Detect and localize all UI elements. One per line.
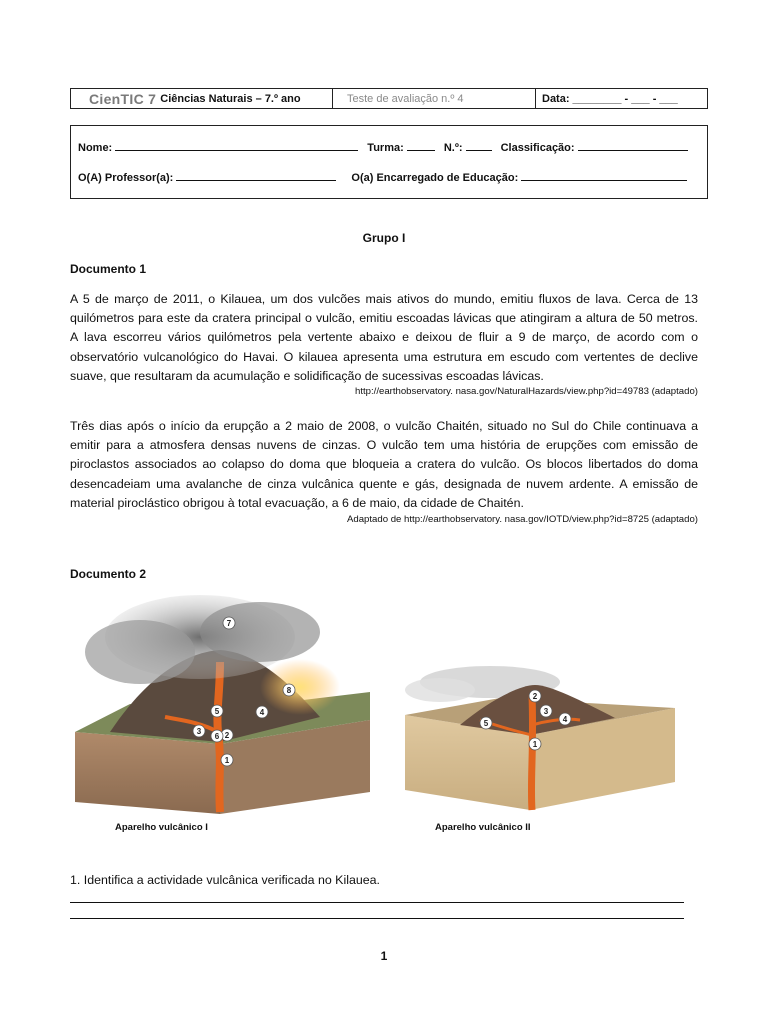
volcano-2-label-3: 3 bbox=[543, 707, 549, 716]
group-title: Grupo I bbox=[362, 231, 406, 245]
document1-paragraph-1: A 5 de março de 2011, o Kilauea, um dos vulcões mais ativos do mundo, emitiu fluxos de lava. Cerca de 13 quilómetros para este da cratera principal o vulcão, emitiu escoadas lávicas que atingiram a altura de 50 metros. A lava escorreu vários quilómetros pela vertente abaixo e deixou de fluir a 9 de março, de acordo com o observatório vulcanológico do Havai. O kilauea apresenta uma estrutura em escudo com vertentes de declive suave, que resultaram da acumulação e solidificação de sucessivas escoadas lávicas. bbox=[70, 292, 698, 383]
volcano-1-extra-labels bbox=[70, 592, 375, 820]
volcano-1-label-6: 6 bbox=[214, 732, 220, 741]
volcano-2-label-4: 4 bbox=[562, 715, 568, 724]
volcano-1-label-3: 3 bbox=[196, 727, 202, 736]
brand-name: CienTIC 7 bbox=[89, 90, 157, 107]
info-row-2 bbox=[78, 171, 693, 184]
header-table bbox=[70, 88, 708, 109]
volcano-1-label-2: 2 bbox=[224, 731, 230, 740]
volcano-2-smoke-left bbox=[405, 678, 475, 702]
volcano-1-label-7: 7 bbox=[226, 619, 232, 628]
teacher-field[interactable] bbox=[176, 171, 336, 181]
question-1: 1. Identifica a actividade vulcânica verificada no Kilauea. bbox=[70, 873, 380, 887]
document1-title: Documento 1 bbox=[70, 262, 147, 276]
volcano-2-diagram bbox=[400, 660, 680, 820]
info-row-1 bbox=[78, 141, 694, 154]
volcano-1-label-8: 8 bbox=[286, 686, 292, 695]
class-field[interactable] bbox=[407, 141, 435, 151]
guardian-field[interactable] bbox=[521, 171, 687, 181]
volcano-1-label-1: 1 bbox=[224, 756, 230, 765]
number-label: N.º: bbox=[443, 142, 463, 154]
volcano-2-label-5: 5 bbox=[483, 719, 489, 728]
page-number: 1 bbox=[380, 949, 388, 963]
answer-line-1[interactable] bbox=[70, 902, 684, 903]
volcano-1-label-5: 5 bbox=[214, 707, 220, 716]
volcano-2-conduit bbox=[531, 695, 532, 810]
volcano-2-caption: Aparelho vulcânico II bbox=[435, 822, 531, 833]
name-label: Nome: bbox=[78, 142, 113, 154]
document1-paragraph-2: Três dias após o início da erupção a 2 maio de 2008, o vulcão Chaitén, situado no Sul do Chile continuava a emitir para a atmosfera densas nuvens de cinzas. O vulcão tem uma história de erupções com emissão de piroclastos associados ao colapso do doma que bloqueia a cratera do vulcão. Os blocos libertados do doma desencadeiam uma avalanche de cinza vulcânica quente e gás, designada de nuvem ardente. A emissão de material piroclástico obrigou à total evacuação, a 6 de maio, da cidade de Chaitén. bbox=[70, 419, 698, 510]
grade-field[interactable] bbox=[578, 141, 688, 151]
number-field[interactable] bbox=[466, 141, 492, 151]
name-field[interactable] bbox=[115, 141, 358, 151]
test-number: Teste de avaliação n.º 4 bbox=[333, 89, 536, 108]
volcano-2-label-2: 2 bbox=[532, 692, 538, 701]
document1-source-1: http://earthobservatory. nasa.gov/NaturalHazards/view.php?id=49783 (adaptado) bbox=[354, 386, 698, 397]
guardian-label: O(a) Encarregado de Educação: bbox=[351, 172, 519, 184]
class-label: Turma: bbox=[367, 142, 404, 154]
student-info-box bbox=[70, 125, 708, 199]
document2-title: Documento 2 bbox=[70, 567, 147, 581]
volcano-1-caption: Aparelho vulcânico I bbox=[115, 822, 208, 833]
volcano-2-label-1: 1 bbox=[532, 740, 538, 749]
date-field: Data: ________ - ___ - ___ bbox=[542, 92, 678, 105]
volcano-1-label-4: 4 bbox=[259, 708, 265, 717]
header-subject-cell bbox=[71, 89, 333, 108]
document1-source-2: Adaptado de http://earthobservatory. nasa.gov/IOTD/view.php?id=8725 (adaptado) bbox=[346, 514, 698, 525]
answer-line-2[interactable] bbox=[70, 918, 684, 919]
grade-label: Classificação: bbox=[500, 142, 575, 154]
subject-label: Ciências Naturais – 7.º ano bbox=[160, 92, 301, 105]
teacher-label: O(A) Professor(a): bbox=[78, 172, 174, 184]
